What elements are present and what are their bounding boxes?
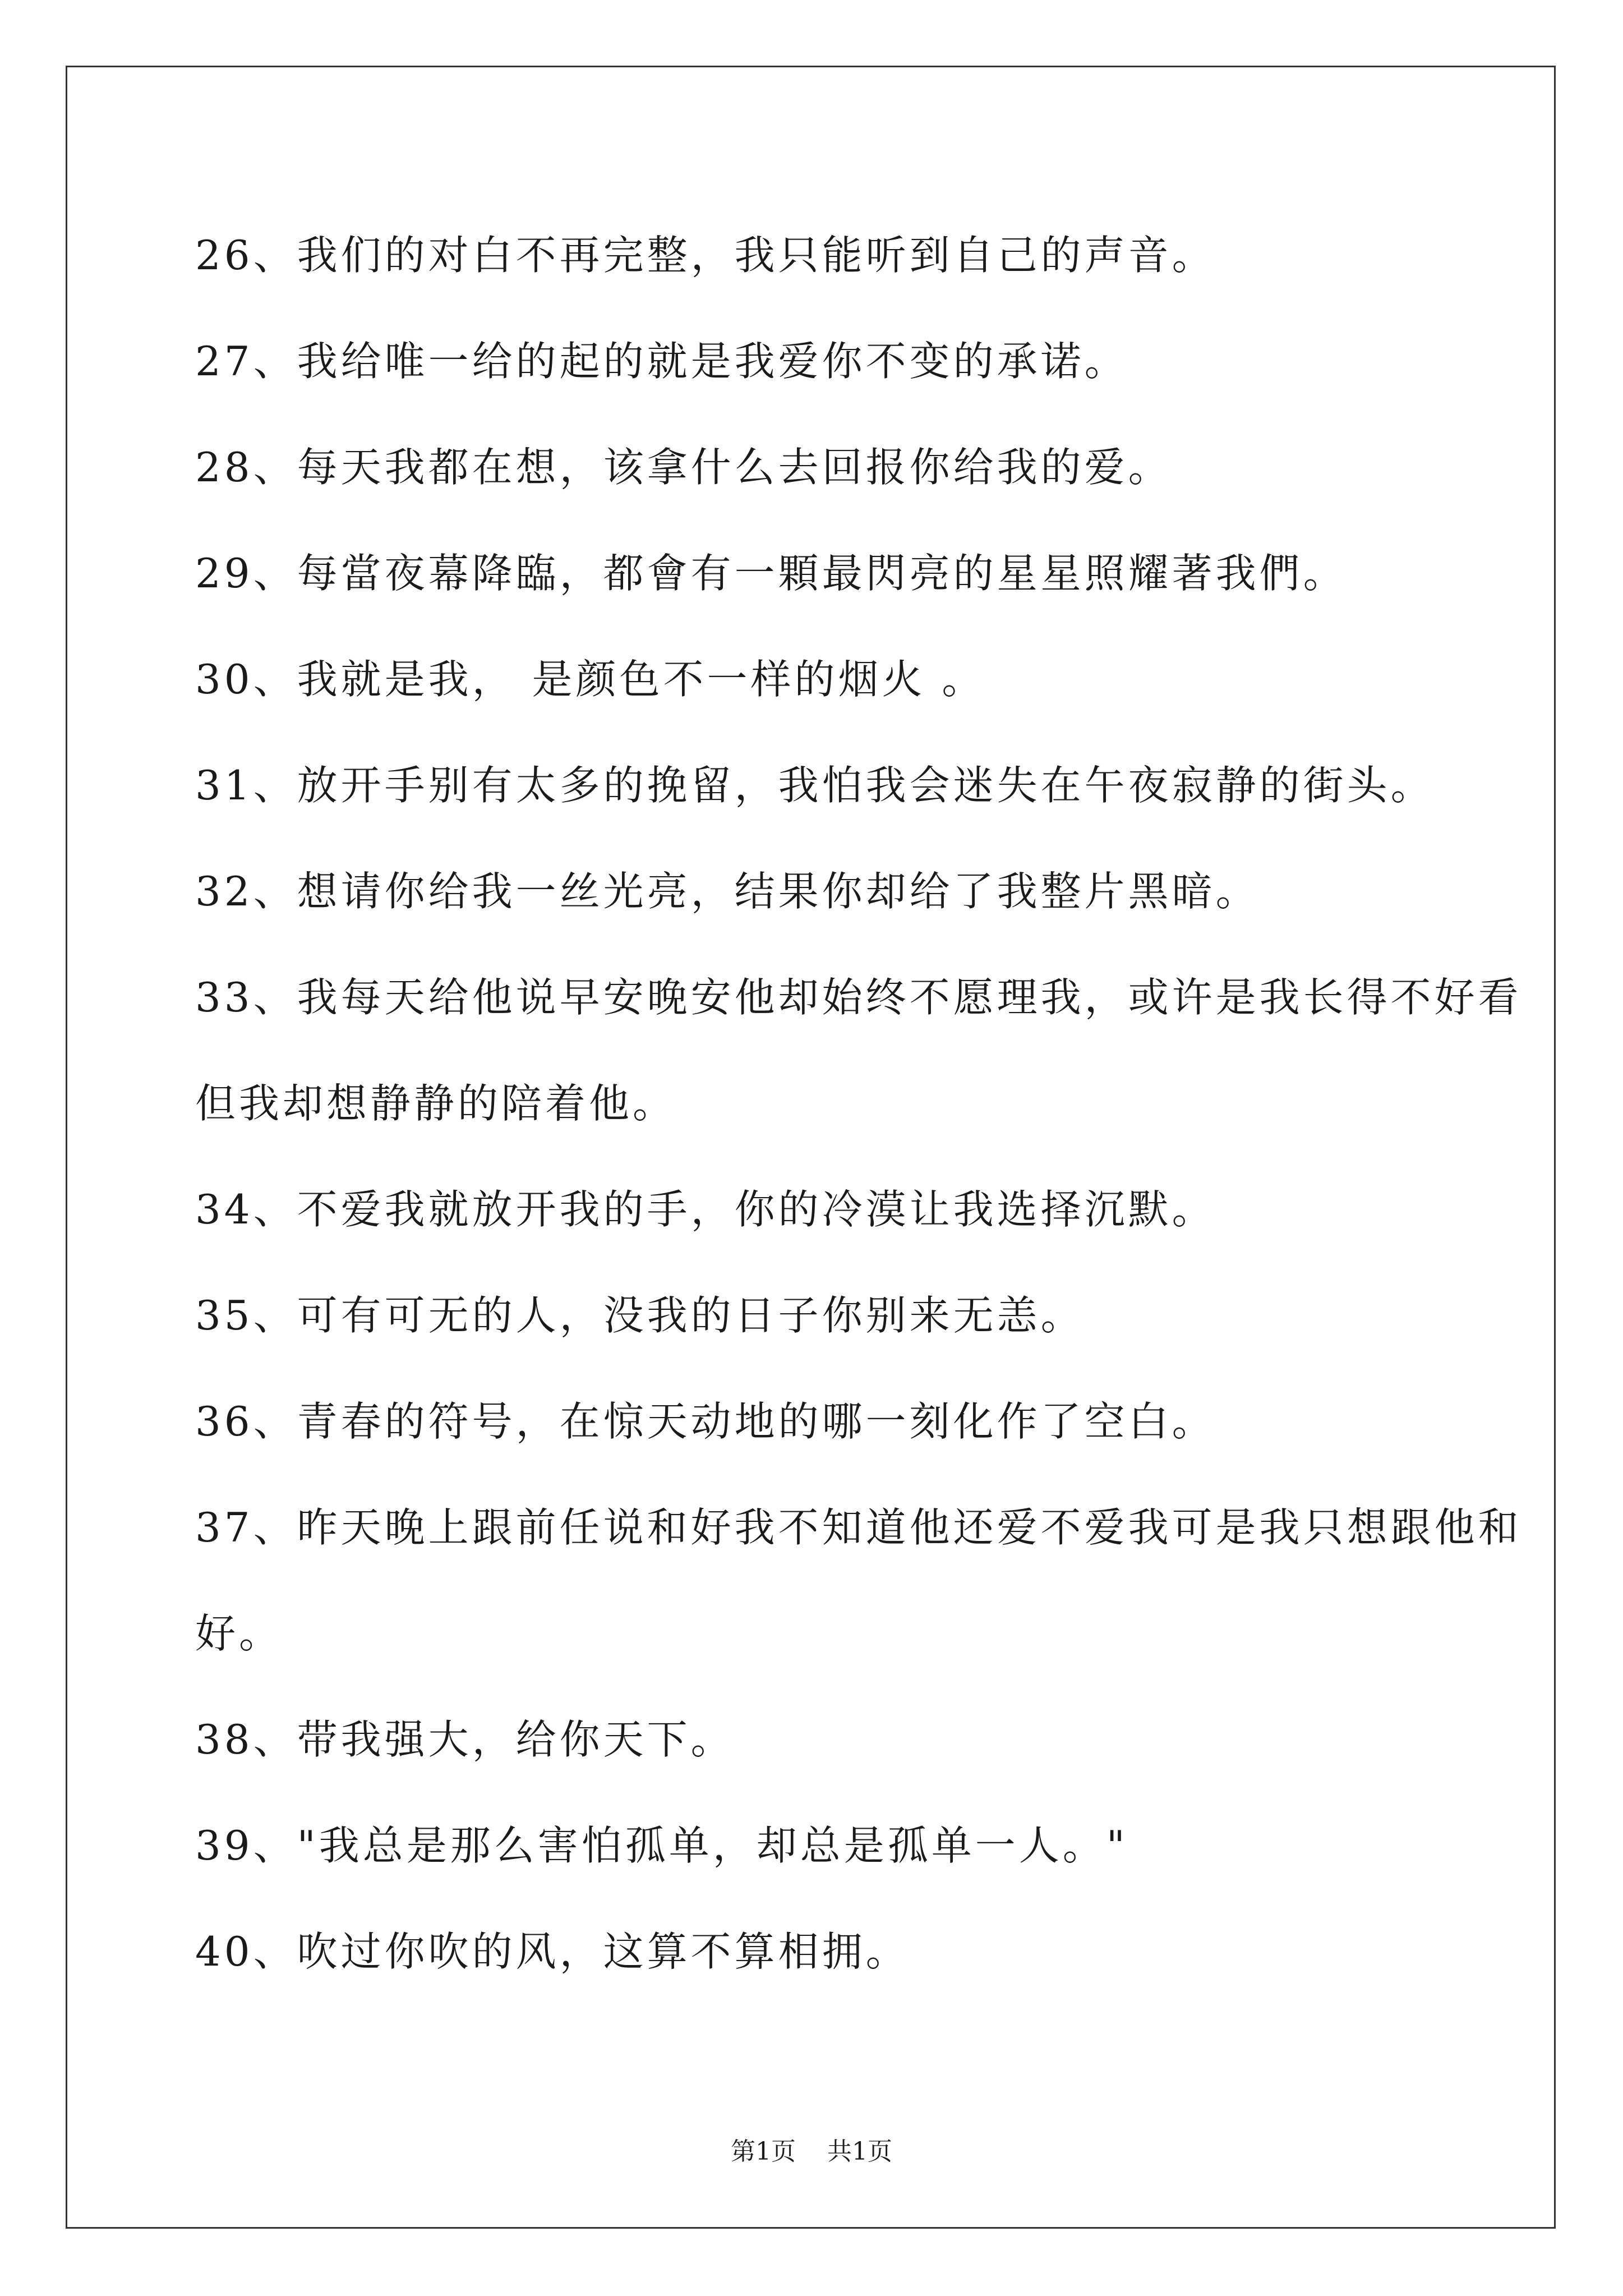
text-line: 35、可有可无的人，没我的日子你别来无恙。 [195,1292,1085,1339]
text-line: 29、每當夜幕降臨，都會有一顆最閃亮的星星照耀著我們。 [195,550,1347,597]
text-line: 但我却想静静的陪着他。 [195,1080,677,1127]
text-line: 30、我就是我， 是颜色不一样的烟火 。 [195,656,986,703]
text-line: 36、青春的符号，在惊天动地的哪一刻化作了空白。 [195,1398,1216,1445]
text-line: 40、吹过你吹的风，这算不算相拥。 [195,1928,910,1975]
document-body [195,227,1522,2030]
text-line: 38、带我强大，给你天下。 [195,1716,735,1763]
text-line: 37、昨天晚上跟前任说和好我不知道他还爱不爱我可是我只想跟他和 [195,1504,1522,1551]
page-number-current: 第1页 [731,2137,796,2166]
text-line: 33、我每天给他说早安晚安他却始终不愿理我，或许是我长得不好看 [195,974,1522,1021]
page-footer [0,2135,1623,2169]
text-line: 32、想请你给我一丝光亮，结果你却给了我整片黑暗。 [195,868,1260,915]
text-line: 好。 [195,1610,283,1657]
text-line: 31、放开手别有太多的挽留，我怕我会迷失在午夜寂静的街头。 [195,762,1435,809]
text-line: 28、每天我都在想，该拿什么去回报你给我的爱。 [195,444,1172,491]
page-number-total: 共1页 [827,2137,892,2166]
text-line: 27、我给唯一给的起的就是我爱你不变的承诺。 [195,338,1128,385]
text-line: 39、"我总是那么害怕孤单，却总是孤单一人。" [195,1822,1128,1869]
text-line: 34、不爱我就放开我的手，你的冷漠让我选择沉默。 [195,1186,1216,1233]
text-line: 26、我们的对白不再完整，我只能听到自己的声音。 [195,232,1216,279]
